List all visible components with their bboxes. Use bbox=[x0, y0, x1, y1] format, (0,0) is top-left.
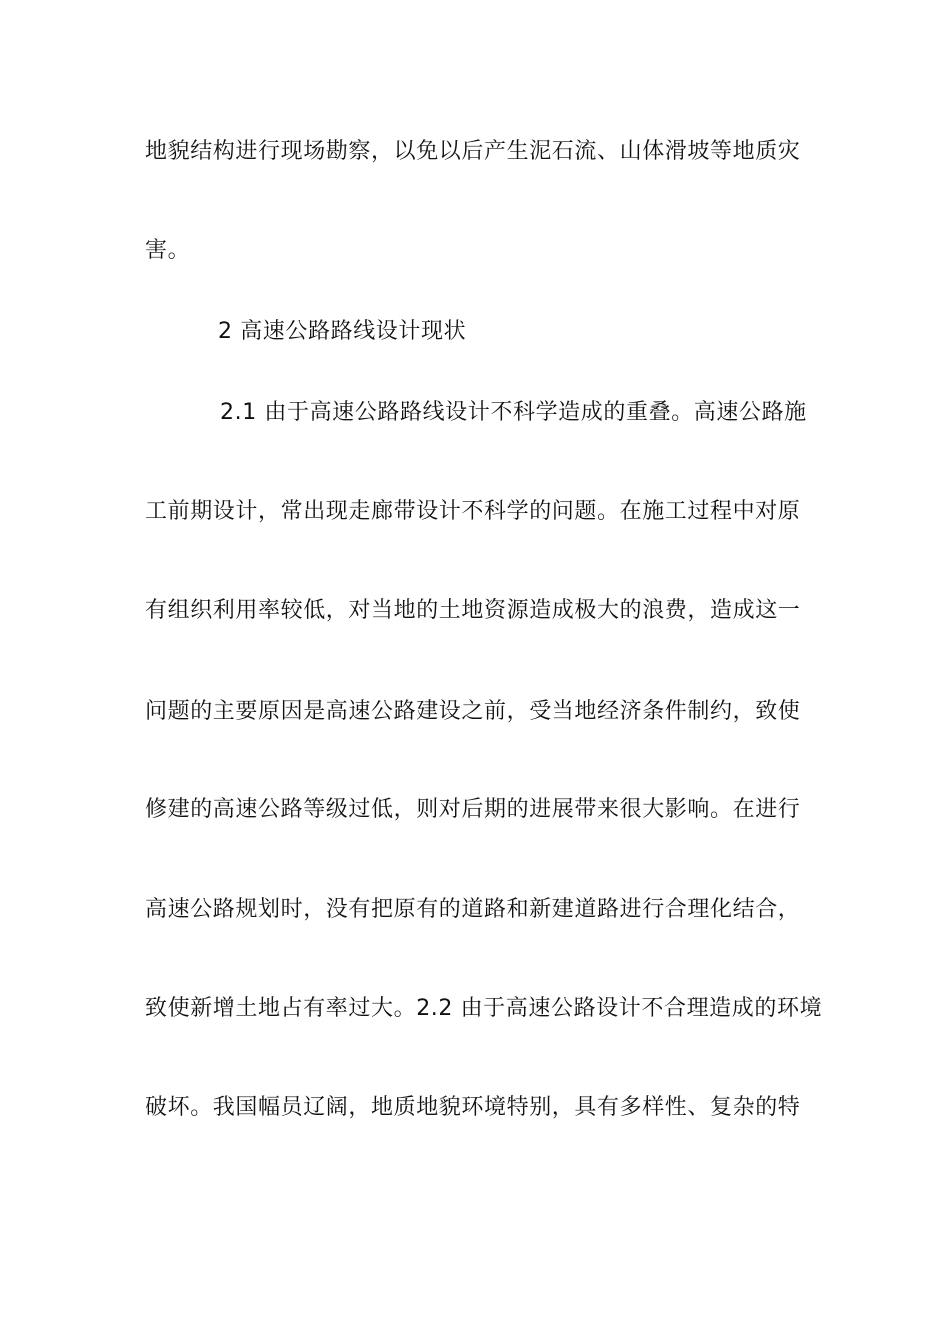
text-line: 问题的主要原因是高速公路建设之前，受当地经济条件制约，致使 bbox=[145, 699, 801, 724]
text-line: 致使新增土地占有率过大。2.2 由于高速公路设计不合理造成的环境 bbox=[145, 996, 823, 1021]
text-line: 工前期设计，常出现走廊带设计不科学的问题。在施工过程中对原 bbox=[145, 499, 801, 524]
text-line: 害。 bbox=[145, 238, 191, 263]
text-line: 2.1 由于高速公路路线设计不科学造成的重叠。高速公路施 bbox=[220, 400, 807, 425]
text-line: 修建的高速公路等级过低，则对后期的进展带来很大影响。在进行 bbox=[145, 797, 801, 822]
text-line: 破坏。我国幅员辽阔，地质地貌环境特别，具有多样性、复杂的特 bbox=[145, 1095, 801, 1120]
text-line: 地貌结构进行现场勘察，以免以后产生泥石流、山体滑坡等地质灾 bbox=[145, 139, 801, 164]
text-line: 有组织利用率较低，对当地的土地资源造成极大的浪费，造成这一 bbox=[145, 598, 801, 623]
section-heading: 2 高速公路路线设计现状 bbox=[218, 319, 467, 344]
text-line: 高速公路规划时，没有把原有的道路和新建道路进行合理化结合， bbox=[145, 897, 801, 922]
